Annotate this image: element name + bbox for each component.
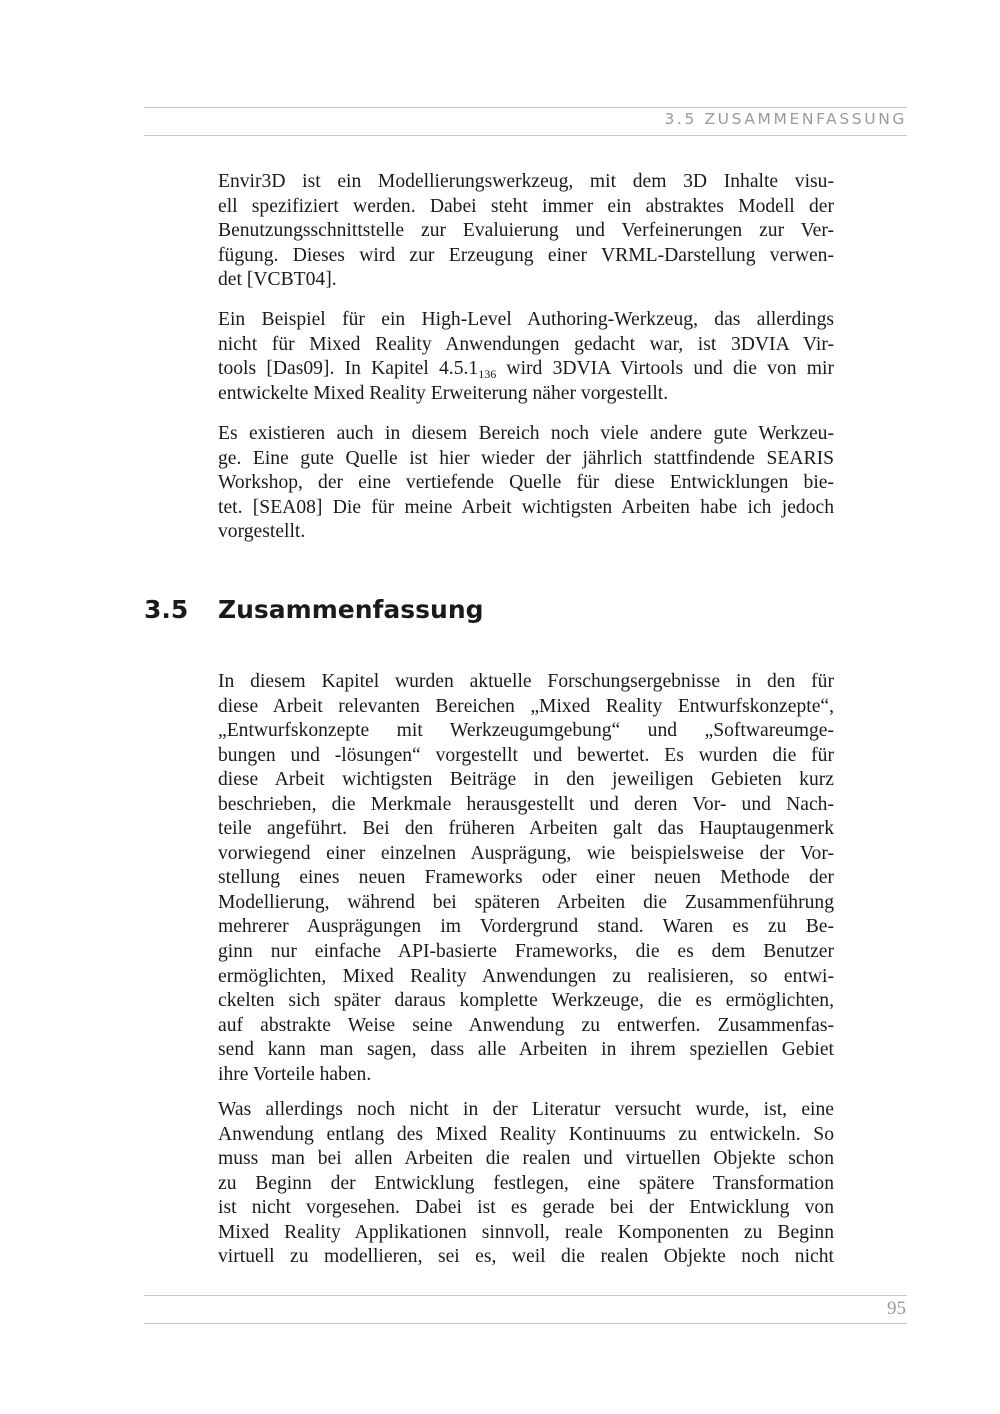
text-line: Envir3D ist ein Modellierungswerkzeug, mit dem 3D Inhalte visu- [218, 171, 834, 192]
section-title: Zusammenfassung [218, 595, 484, 624]
text-line: ist nicht vorgesehen. Dabei ist es gerade bei der Entwicklung von [218, 1197, 834, 1219]
text-line: beschrieben, die Merkmale herausgestellt und deren Vor- und Nach- [218, 793, 834, 815]
text-line: Ein Beispiel für ein High-Level Authoring-Werkzeug, das allerdings [218, 309, 834, 330]
paragraph-searis [218, 422, 834, 545]
text-line: Workshop, der eine vertiefende Quelle für diese Entwicklungen bie- [218, 472, 834, 494]
running-head: 3.5 ZUSAMMENFASSUNG [664, 110, 907, 128]
header-rule-top [144, 107, 907, 108]
text-line: auf abstrakte Weise seine Anwendung zu entwerfen. Zusammenfas- [218, 1014, 834, 1036]
text-line: fügung. Dieses wird zur Erzeugung einer VRML-Darstellung verwen- [218, 244, 834, 266]
text-line-with-reference [218, 357, 834, 382]
text-line: ermöglichten, Mixed Reality Anwendungen zu realisieren, so entwi- [218, 965, 834, 987]
text-line: mehrerer Ausprägungen im Vordergrund stand. Waren es zu Be- [218, 916, 834, 938]
text-line: „Entwurfskonzepte mit Werkzeugumgebung“ und „Softwareumge- [218, 720, 834, 742]
footer-rule-top [144, 1295, 907, 1296]
text-line: Mixed Reality Applikationen sinnvoll, reale Komponenten zu Beginn [218, 1221, 834, 1243]
text-line: teile angeführt. Bei den früheren Arbeiten galt das Hauptaugenmerk [218, 818, 834, 840]
footer-rule-bottom [144, 1323, 907, 1324]
text-line: ginn nur einfache API-basierte Frameworks, die es dem Benutzer [218, 941, 834, 963]
text-line: send kann man sagen, dass alle Arbeiten in ihrem speziellen Gebiet [218, 1039, 834, 1061]
text-line: ckelten sich später daraus komplette Werkzeuge, die es ermöglichten, [218, 990, 834, 1012]
text-line: Anwendung entlang des Mixed Reality Kontinuums zu entwickeln. So [218, 1123, 834, 1145]
text-line: diese Arbeit wichtigsten Beiträge in den jeweiligen Gebieten kurz [218, 769, 834, 791]
page-reference-subscript: 136 [478, 367, 497, 382]
paragraph-virtools [218, 308, 834, 406]
text-line: ell spezifiziert werden. Dabei steht immer ein abstraktes Modell der [218, 195, 834, 217]
paragraph-summary [218, 670, 834, 1087]
text-line: Benutzungsschnittstelle zur Evaluierung und Verfeinerungen zur Ver- [218, 220, 834, 242]
header-rule-bottom [144, 135, 907, 136]
paragraph-envir3d [218, 170, 834, 293]
text-line: vorgestellt. [218, 521, 306, 543]
text-line: muss man bei allen Arbeiten die realen und virtuellen Objekte schon [218, 1148, 834, 1170]
text-line: det [VCBT04]. [218, 269, 337, 291]
text-line: ihre Vorteile haben. [218, 1063, 372, 1085]
section-heading [144, 590, 484, 630]
text-line: zu Beginn der Entwicklung festlegen, eine spätere Transformation [218, 1172, 834, 1194]
text-line: vorwiegend einer einzelnen Ausprägung, wie beispielsweise der Vor- [218, 842, 834, 864]
text-line: nicht für Mixed Reality Anwendungen gedacht war, ist 3DVIA Vir- [218, 333, 834, 355]
text-line: bungen und -lösungen“ vorgestellt und bewertet. Es wurden die für [218, 744, 834, 766]
text-segment: wird 3DVIA Virtools und die von mir [496, 358, 834, 380]
text-line: stellung eines neuen Frameworks oder einer neuen Methode der [218, 867, 834, 889]
text-line: Was allerdings noch nicht in der Literatur versucht wurde, ist, eine [218, 1099, 834, 1120]
text-line: In diesem Kapitel wurden aktuelle Forschungsergebnisse in den für [218, 671, 834, 692]
text-line: tet. [SEA08] Die für meine Arbeit wichtigsten Arbeiten habe ich jedoch [218, 496, 834, 518]
text-line: Modellierung, während bei späteren Arbeiten die Zusammenführung [218, 891, 834, 913]
page-number: 95 [887, 1298, 906, 1319]
text-line: diese Arbeit relevanten Bereichen „Mixed Reality Entwurfskonzepte“, [218, 695, 834, 717]
paragraph-literature [218, 1098, 834, 1270]
text-line: virtuell zu modellieren, sei es, weil die realen Objekte noch nicht [218, 1246, 834, 1268]
text-line: Es existieren auch in diesem Bereich noch viele andere gute Werkzeu- [218, 423, 834, 444]
text-segment: tools [Das09]. In Kapitel 4.5.1 [218, 358, 479, 380]
text-line: entwickelte Mixed Reality Erweiterung näher vorgestellt. [218, 382, 669, 404]
text-line: ge. Eine gute Quelle ist hier wieder der jährlich stattfindende SEARIS [218, 447, 834, 469]
section-number: 3.5 [144, 595, 189, 624]
